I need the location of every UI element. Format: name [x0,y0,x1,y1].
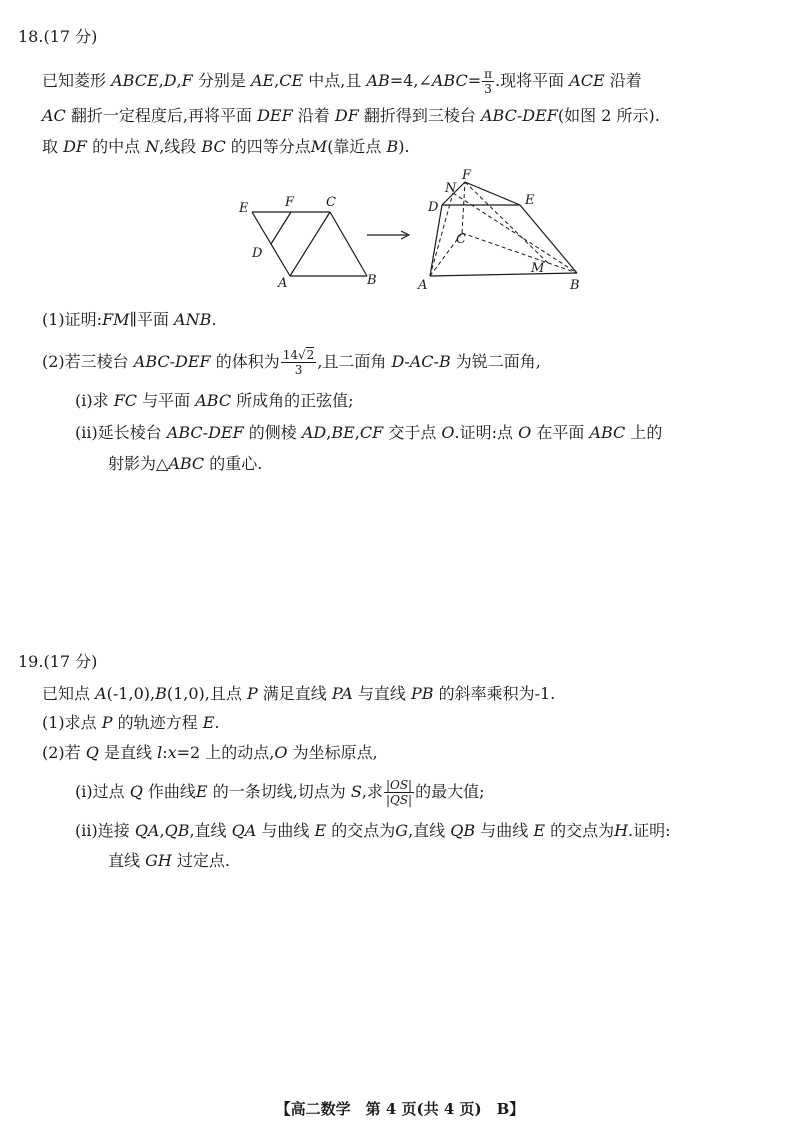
q18-header: 18.(17 分) [18,27,98,46]
volume-fraction: $\frac{14√2}{3}$ [282,348,315,377]
fig2-label-m: M [531,261,545,276]
q19-part2-ii-cont: 直线 GH 过定点. [108,851,231,870]
q19-part2-i: (ⅰ)过点 Q 作曲线E 的一条切线,切点为 S,求 $\frac{|OS|}{|QS|}$ 的最大值; [75,778,485,807]
os-over-qs-fraction: $\frac{|OS|}{|QS|}$ [385,778,413,807]
q19-part1: (1)求点 P 的轨迹方程 E. [42,713,220,732]
fig1-label-d: D [252,246,263,261]
page-footer: 【高二数学 第 4 页(共 4 页) B】 [275,1100,525,1118]
q18-part2: (2)若三棱台 ABC-DEF 的体积为 $\frac{14√2}{3}$ ,且二面角 D-AC-B 为锐二面角, [42,348,541,377]
q18-intro-line2: AC 翻折一定程度后,再将平面 DEF 沿着 DF 翻折得到三棱台 ABC-DEF(如图 2 所示). [42,106,660,125]
fig1-label-f: F [285,195,295,210]
q18-intro-line3: 取 DF 的中点 N,线段 BC 的四等分点M(靠近点 B). [42,137,410,156]
figure-1-rhombus [230,185,390,300]
fig2-label-c: C [456,232,466,247]
pi-over-3-fraction: $\frac{\pi}{3}$ [484,67,492,96]
q18-part2-ii: (ⅱ)延长棱台 ABC-DEF 的侧棱 AD,BE,CF 交于点 O.证明:点 O 在平面 ABC 上的 [75,423,663,442]
fig1-label-c: C [326,195,336,210]
fig2-label-b: B [570,278,580,293]
q19-part2-ii: (ⅱ)连接 QA,QB,直线 QA 与曲线 E 的交点为G,直线 QB 与曲线 E 的交点为H.证明: [75,821,671,840]
fig1-label-b: B [367,273,377,288]
q19-intro: 已知点 A(-1,0),B(1,0),且点 P 满足直线 PA 与直线 PB 的斜率乘积为-1. [42,684,556,703]
figure-2-frustum [410,165,600,300]
q18-part1: (1)证明:FM∥平面 ANB. [42,310,217,329]
q19-header: 19.(17 分) [18,652,98,671]
fig2-label-e: E [525,193,535,208]
fig2-label-n: N [445,181,457,196]
figure-arrow [365,228,415,242]
fig2-label-f: F [462,168,472,183]
fig1-label-e: E [239,201,249,216]
fig1-label-a: A [278,276,288,291]
q19-part2: (2)若 Q 是直线 l:x=2 上的动点,O 为坐标原点, [42,743,378,762]
fig2-label-a: A [418,278,428,293]
q18-intro-line1: 已知菱形 ABCE,D,F 分别是 AE,CE 中点,且 AB=4,∠ABC= $\frac{\pi}{3}$ .现将平面 ACE 沿着 [42,67,642,96]
q18-part2-ii-cont: 射影为△ABC 的重心. [108,454,263,473]
q18-part2-i: (ⅰ)求 FC 与平面 ABC 所成角的正弦值; [75,391,354,410]
fig2-label-d: D [428,200,439,215]
